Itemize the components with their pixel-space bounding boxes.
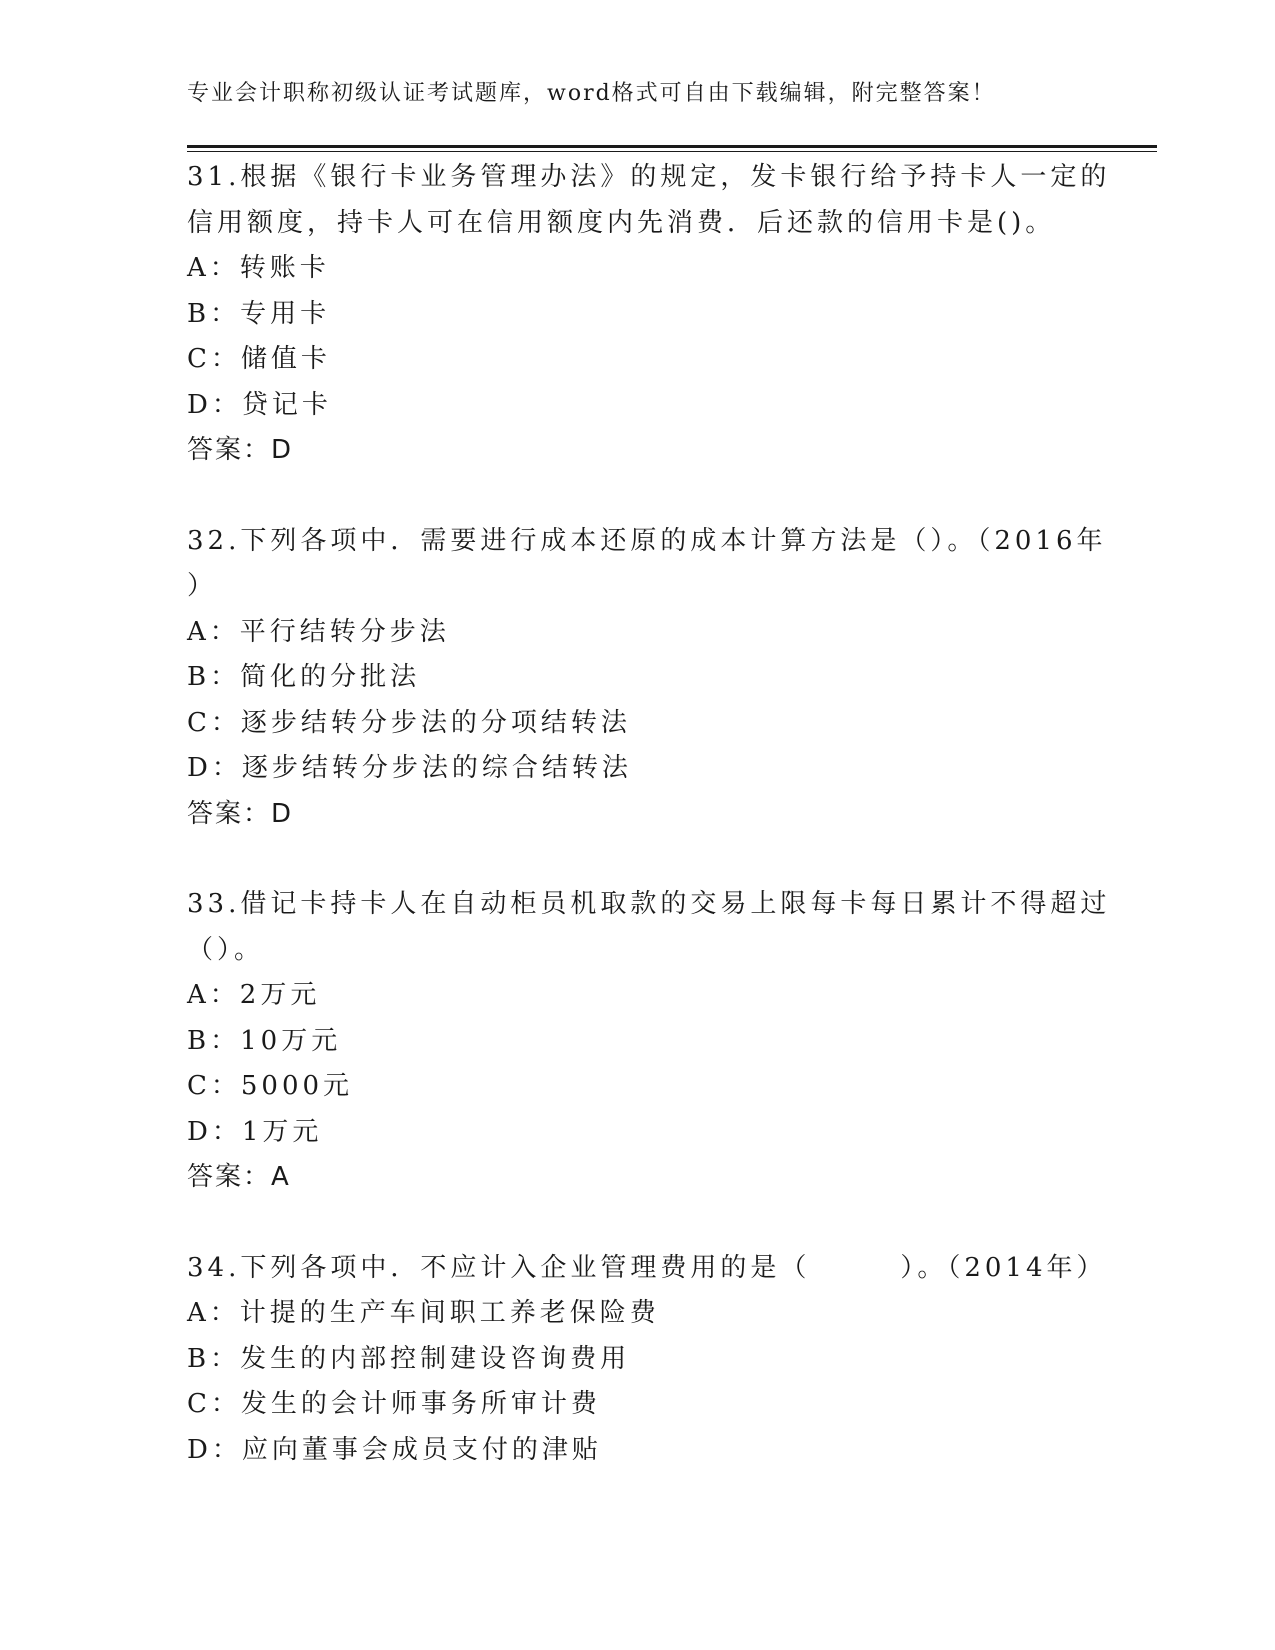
option-d: D：1万元 [187,1116,323,1147]
option-a: A：转账卡 [187,253,330,283]
question-34 [187,1246,1107,1474]
question-33 [187,882,1111,1201]
option-b: B：简化的分批法 [187,662,421,692]
question-stem: ） [187,571,218,601]
option-d: D：逐步结转分步法的综合结转法 [187,753,632,783]
page-header: 专业会计职称初级认证考试题库，word格式可自由下载编辑，附完整答案！ [187,81,996,106]
option-c: C：5000元 [187,1071,354,1101]
question-list [187,155,1111,1473]
header-rule-thin [187,151,1157,152]
option-b: B：发生的内部控制建设咨询费用 [187,1343,631,1374]
option-c: C：发生的会计师事务所审计费 [187,1389,601,1419]
option-c: C：储值卡 [187,344,331,374]
option-a: A：2万元 [187,980,321,1010]
question-stem: 31.根据《银行卡业务管理办法》的规定，发卡银行给予持卡人一定的 [187,162,1111,192]
question-stem: 信用额度，持卡人可在信用额度内先消费．后还款的信用卡是()。 [187,207,1056,238]
question-stem: （）。 [187,934,265,965]
option-b: B：10万元 [187,1025,342,1056]
question-32 [187,519,1107,838]
option-d: D：应向董事会成员支付的津贴 [187,1434,602,1465]
question-stem: 34.下列各项中．不应计入企业管理费用的是（ ）。（2014年） [187,1252,1107,1283]
option-c: C：逐步结转分步法的分项结转法 [187,707,631,738]
answer: 答案：D [187,435,294,465]
answer: 答案：A [187,1162,291,1192]
question-31 [187,155,1111,474]
option-d: D：贷记卡 [187,389,332,420]
option-b: B：专用卡 [187,298,331,329]
option-a: A：计提的生产车间职工养老保险费 [187,1298,660,1328]
question-stem: 32.下列各项中．需要进行成本还原的成本计算方法是（）。（2016年 [187,525,1107,556]
header-rule-thick [187,145,1157,148]
option-a: A：平行结转分步法 [187,616,450,647]
answer: 答案：D [187,798,294,829]
question-stem: 33.借记卡持卡人在自动柜员机取款的交易上限每卡每日累计不得超过 [187,889,1111,919]
